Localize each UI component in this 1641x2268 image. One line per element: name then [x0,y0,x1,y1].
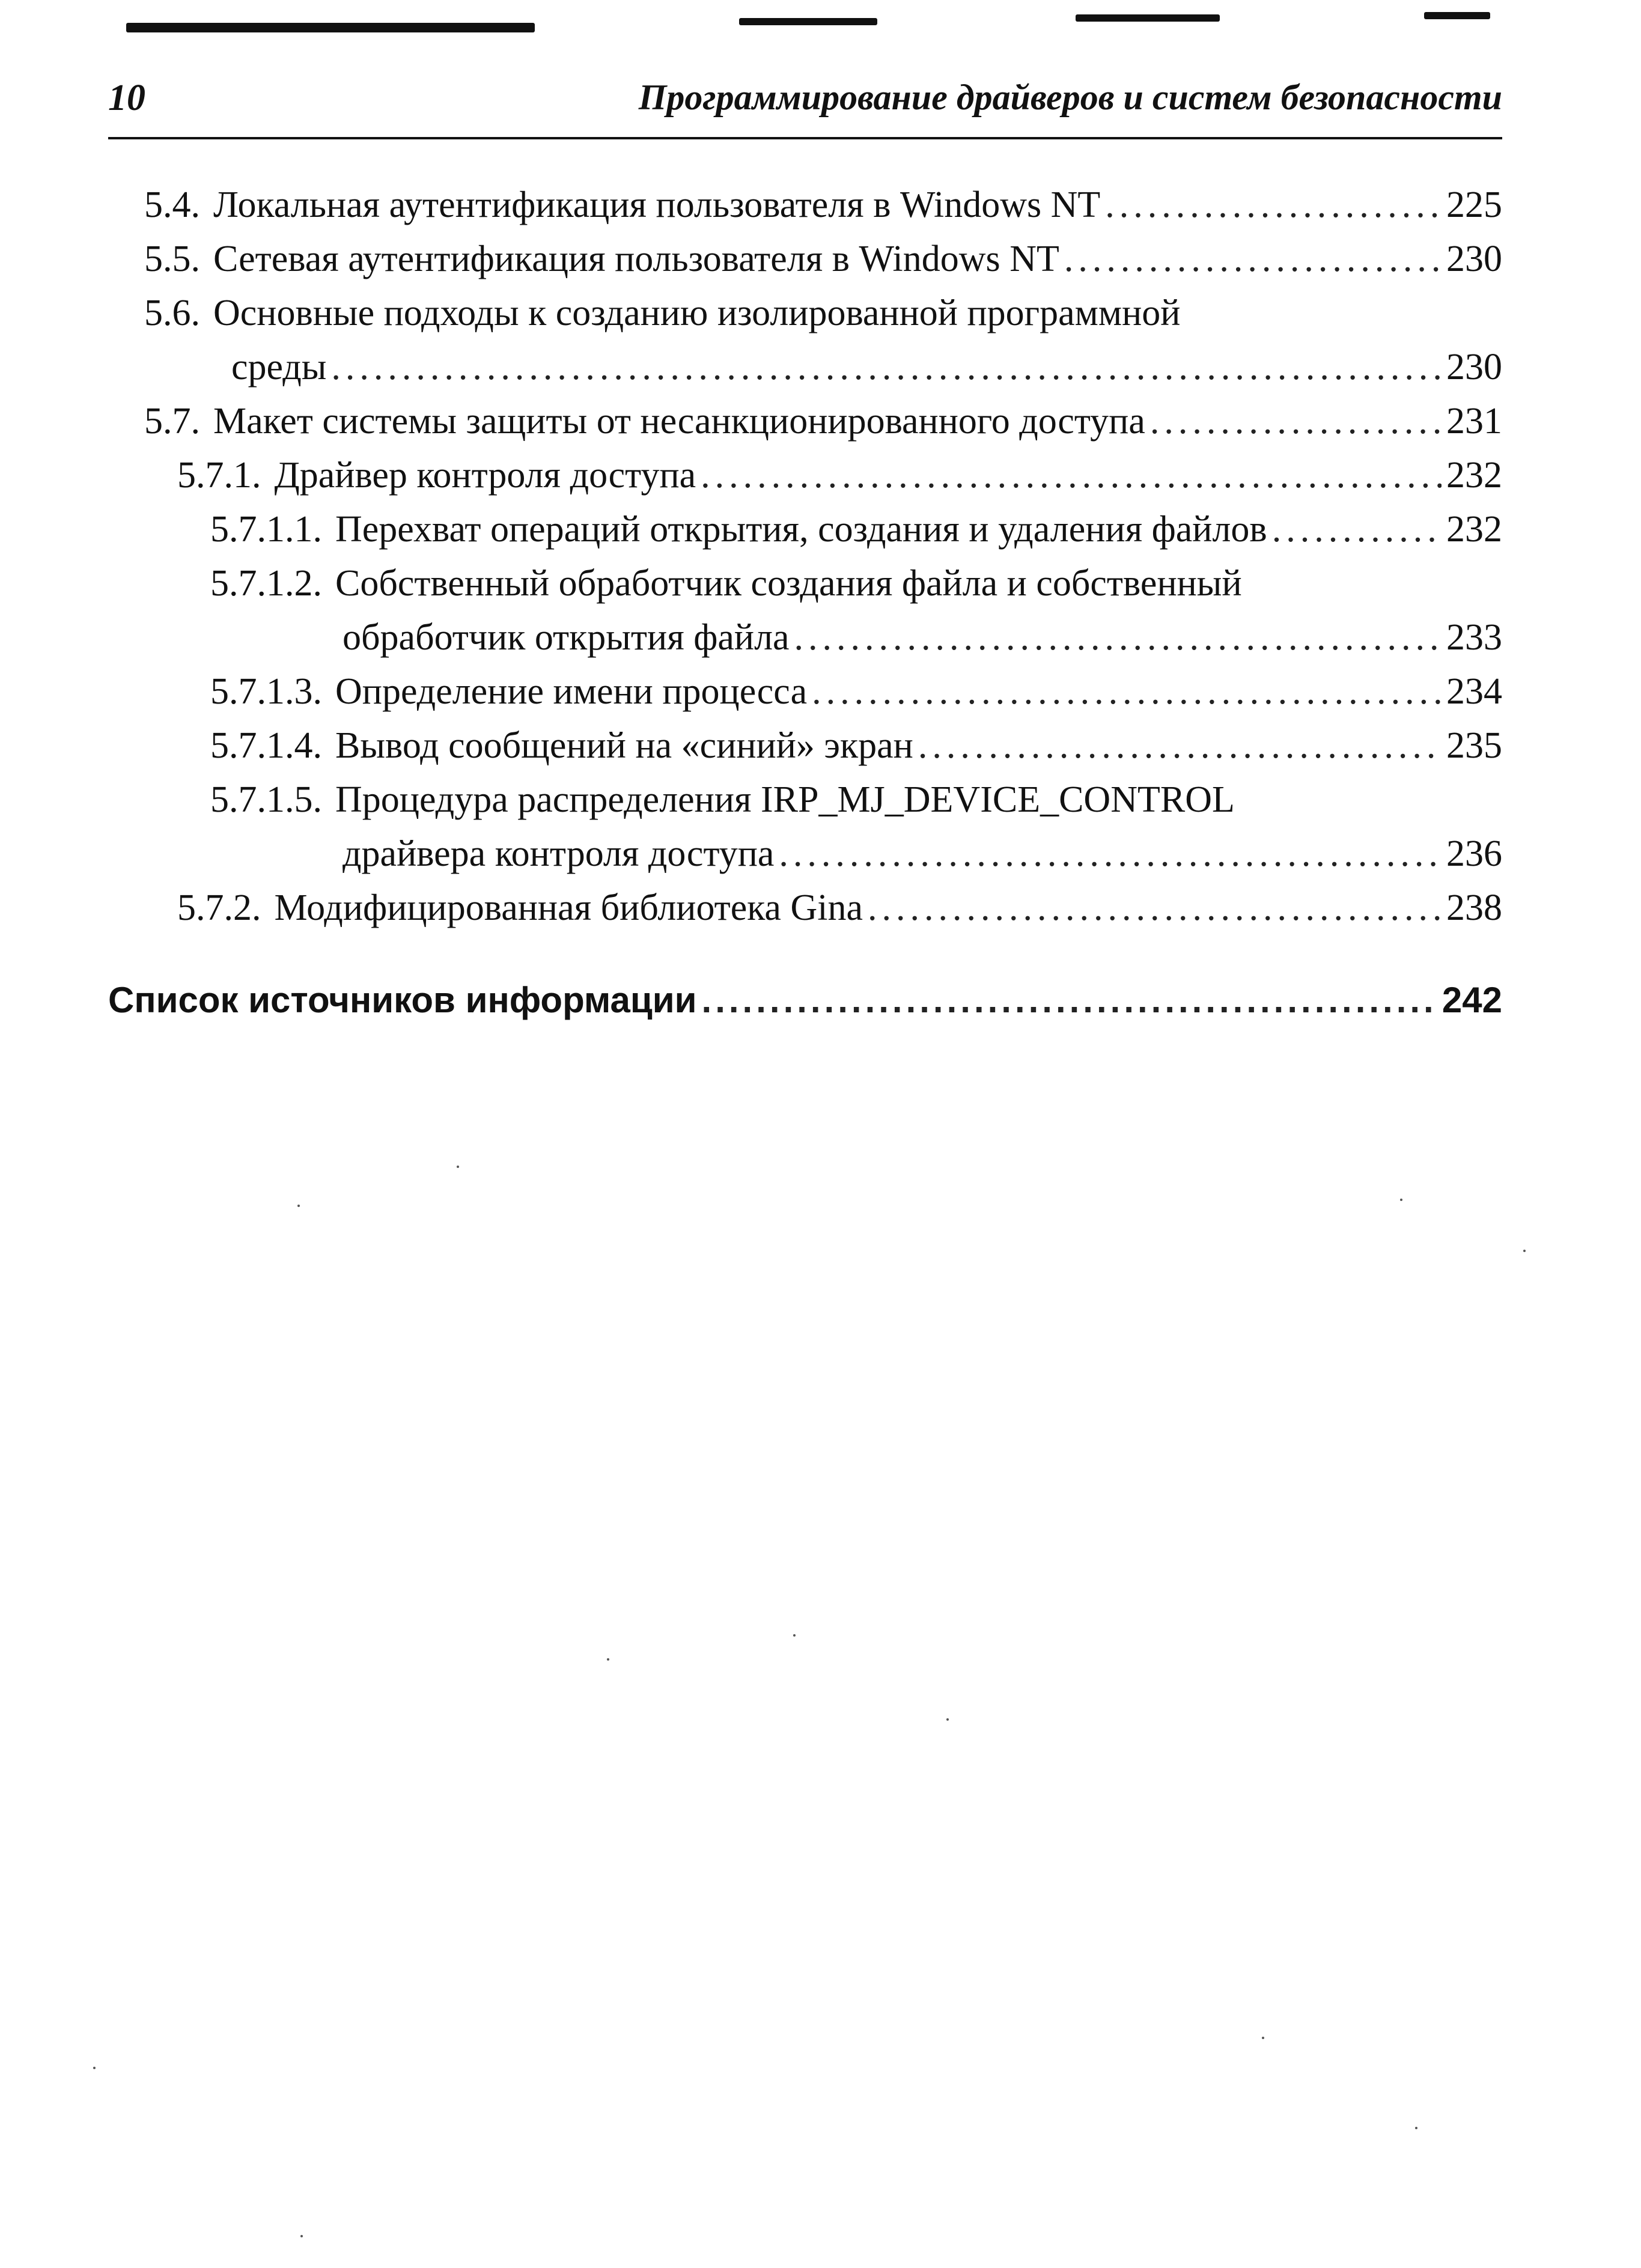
scan-mark [739,18,877,25]
toc-entry [144,232,1502,286]
scan-speck [793,1634,796,1637]
toc-entry-page: 236 [1446,833,1502,874]
toc-entry-title: Сетевая аутентификация пользователя в Windows NT [213,239,1059,279]
dot-leader [1064,232,1442,286]
toc-entry-page: 232 [1446,455,1502,496]
toc-entry-page: 238 [1446,887,1502,928]
dot-leader [701,448,1442,502]
toc-entry-page: 235 [1446,725,1502,766]
toc-entry [210,556,1502,664]
toc-entry-page: 231 [1446,401,1502,442]
dot-leader [702,973,1437,1027]
scan-speck [1400,1199,1402,1201]
scan-speck [1262,2037,1264,2039]
toc-entry [210,502,1502,556]
toc-entry [144,394,1502,448]
scan-speck [300,2235,303,2237]
scan-speck [297,1205,300,1207]
toc-entry-number: 5.5. [144,239,200,279]
toc-entry-number: 5.7.1.4. [210,725,322,766]
scan-mark [126,23,535,32]
toc-entry-number: 5.7.1.5. [210,779,322,820]
toc-entry-bibliography [108,973,1502,1027]
toc-entry [210,773,1502,881]
toc-entry-number: 5.4. [144,184,200,225]
toc-entry-title: Собственный обработчик создания файла и собственный [335,563,1242,604]
toc-entry-page: 225 [1446,184,1502,225]
toc-entry-page: 230 [1446,239,1502,279]
toc-entry-number: 5.7.1.2. [210,563,322,604]
toc-entry [177,448,1502,502]
scan-speck [93,2067,96,2069]
bibliography-title: Список источников информации [108,980,697,1020]
dot-leader [812,664,1442,719]
toc-entry-number: 5.7.2. [177,887,261,928]
toc-entry-number: 5.7.1. [177,455,261,496]
scan-speck [1415,2127,1417,2129]
bibliography-page: 242 [1442,980,1502,1020]
dot-leader [918,719,1442,773]
dot-leader [868,881,1442,935]
toc-entry-title: Перехват операций открытия, создания и удаления файлов [335,509,1267,550]
toc-entry-number: 5.6. [144,293,200,333]
toc-entry-title-continuation: обработчик открытия файла [343,617,790,658]
toc-entry-number: 5.7. [144,401,200,442]
scan-speck [1523,1250,1526,1252]
toc-entry-page: 230 [1446,347,1502,388]
dot-leader [1150,394,1442,448]
toc-entry-title: Модифицированная библиотека Gina [274,887,863,928]
scan-mark [1424,12,1490,19]
toc-entry-title: Локальная аутентификация пользователя в Windows NT [213,184,1101,225]
toc-entry-number: 5.7.1.3. [210,671,322,712]
dot-leader [1272,502,1442,556]
toc-entry-title-continuation: среды [231,347,327,388]
toc-entry-title: Определение имени процесса [335,671,808,712]
page-header [108,77,1502,139]
scan-speck [607,1658,609,1661]
toc-entry-number: 5.7.1.1. [210,509,322,550]
toc-entry-title: Макет системы защиты от несанкционированного доступа [213,401,1145,442]
toc-entry-title: Вывод сообщений на «синий» экран [335,725,913,766]
table-of-contents [108,178,1502,1027]
scan-mark [1076,14,1220,22]
toc-entry-title: Драйвер контроля доступа [274,455,696,496]
toc-entry-title: Процедура распределения IRP_MJ_DEVICE_CONTROL [335,779,1235,820]
running-title: Программирование драйверов и систем безопасности [638,78,1502,117]
toc-entry-title: Основные подходы к созданию изолированной программной [213,293,1181,333]
toc-entry [210,664,1502,719]
scan-speck [457,1166,459,1168]
dot-leader [331,340,1442,394]
toc-entry-page: 233 [1446,617,1502,658]
toc-entry [177,881,1502,935]
toc-entry [144,286,1502,394]
toc-entry-page: 234 [1446,671,1502,712]
scan-speck [946,1718,949,1721]
toc-entry-page: 232 [1446,509,1502,550]
toc-entry [210,719,1502,773]
toc-entry-title-continuation: драйвера контроля доступа [343,833,775,874]
toc-entry [144,178,1502,232]
dot-leader [1105,178,1442,232]
page-number: 10 [108,78,145,118]
dot-leader [794,610,1442,664]
dot-leader [779,827,1442,881]
